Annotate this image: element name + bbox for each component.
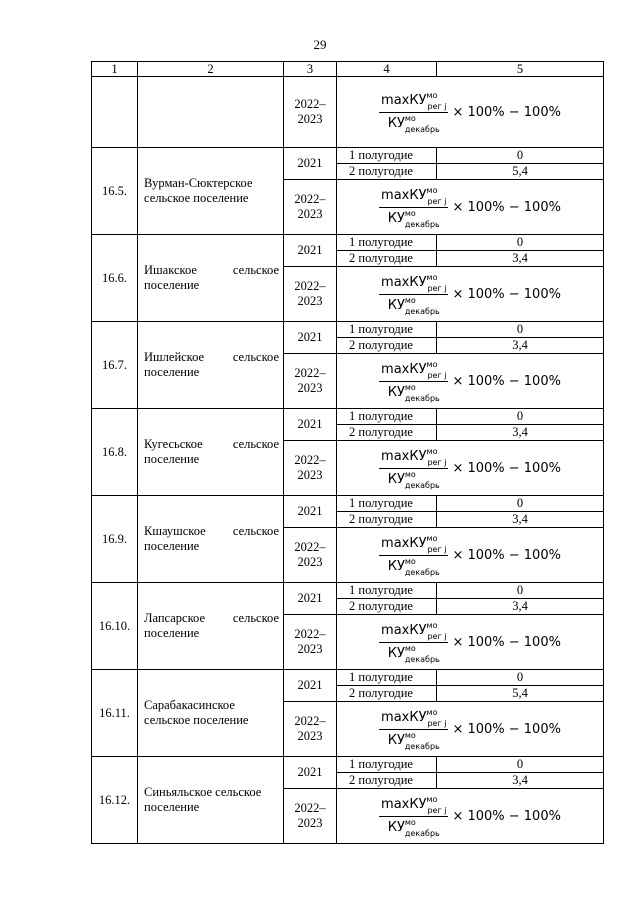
formula-tail: × 100% − 100% bbox=[452, 373, 561, 389]
numerator-superscript: мо bbox=[426, 185, 438, 195]
year-cell: 2021 bbox=[284, 496, 337, 528]
numerator-main: maxКУ bbox=[381, 361, 427, 377]
formula-tail: × 100% − 100% bbox=[452, 721, 561, 737]
half-year-label: 1 полугодие bbox=[337, 409, 437, 425]
numerator-subscript: рег j bbox=[427, 805, 447, 815]
value-cell: 0 bbox=[437, 670, 604, 686]
fraction bbox=[379, 708, 448, 751]
half-year-label: 2 полугодие bbox=[337, 164, 437, 180]
denominator-subscript: декабрь bbox=[404, 306, 440, 316]
denominator-subscript: декабрь bbox=[404, 567, 440, 577]
half-year-label: 1 полугодие bbox=[337, 757, 437, 773]
denominator-superscript: мо bbox=[404, 643, 416, 653]
formula-cell bbox=[337, 180, 604, 235]
name-cell bbox=[138, 757, 284, 844]
tariff-formula bbox=[379, 621, 561, 664]
year-cell bbox=[284, 441, 337, 496]
header-row bbox=[92, 62, 604, 77]
tariff-formula bbox=[379, 534, 561, 577]
number-cell: 16.11. bbox=[92, 670, 138, 757]
continued-row bbox=[92, 77, 604, 148]
half-year-label: 2 полугодие bbox=[337, 425, 437, 441]
denominator-main: КУ bbox=[387, 297, 405, 313]
numerator-main: maxКУ bbox=[381, 92, 427, 108]
tariff-formula bbox=[379, 708, 561, 751]
fraction bbox=[379, 534, 448, 577]
table-row bbox=[92, 583, 604, 599]
year-range: 2022– 2023 bbox=[294, 714, 326, 743]
value-cell: 3,4 bbox=[437, 512, 604, 528]
denominator-main: КУ bbox=[387, 210, 405, 226]
formula-cell bbox=[337, 267, 604, 322]
number-cell: 16.7. bbox=[92, 322, 138, 409]
denominator-superscript: мо bbox=[404, 556, 416, 566]
year-cell: 2021 bbox=[284, 757, 337, 789]
denominator-subscript: декабрь bbox=[404, 480, 440, 490]
year-cell: 2021 bbox=[284, 235, 337, 267]
fraction-numerator bbox=[379, 621, 448, 643]
tariff-formula bbox=[379, 447, 561, 490]
numerator-main: maxКУ bbox=[381, 448, 427, 464]
fraction-numerator bbox=[379, 795, 448, 817]
numerator-superscript: мо bbox=[426, 620, 438, 630]
settlement-name: Кшаушское сельское поселение bbox=[144, 524, 279, 553]
page-number: 29 bbox=[313, 37, 327, 52]
half-year-label: 1 полугодие bbox=[337, 583, 437, 599]
year-cell bbox=[284, 702, 337, 757]
fraction-denominator bbox=[386, 113, 442, 134]
half-year-label: 2 полугодие bbox=[337, 512, 437, 528]
fraction bbox=[379, 795, 448, 838]
half-year-label: 2 полугодие bbox=[337, 773, 437, 789]
tariff-formula bbox=[379, 186, 561, 229]
fraction-denominator bbox=[386, 817, 442, 838]
year-cell bbox=[284, 180, 337, 235]
denominator-subscript: декабрь bbox=[404, 654, 440, 664]
name-cell bbox=[138, 496, 284, 583]
denominator-main: КУ bbox=[387, 471, 405, 487]
settlement-name: Кугесьское сельское поселение bbox=[144, 437, 279, 466]
fraction-denominator bbox=[386, 643, 442, 664]
formula-cell bbox=[337, 615, 604, 670]
formula-cell bbox=[337, 789, 604, 844]
tariff-formula bbox=[379, 273, 561, 316]
name-cell bbox=[138, 583, 284, 670]
tariff-table bbox=[91, 61, 604, 844]
name-cell bbox=[138, 322, 284, 409]
year-cell: 2021 bbox=[284, 148, 337, 180]
number-cell: 16.6. bbox=[92, 235, 138, 322]
denominator-main: КУ bbox=[387, 558, 405, 574]
year-cell bbox=[284, 615, 337, 670]
fraction-numerator bbox=[379, 708, 448, 730]
number-cell: 16.5. bbox=[92, 148, 138, 235]
fraction bbox=[379, 91, 448, 134]
year-cell: 2021 bbox=[284, 322, 337, 354]
year-range: 2022– 2023 bbox=[294, 192, 326, 221]
formula-cell bbox=[337, 528, 604, 583]
formula-tail: × 100% − 100% bbox=[452, 460, 561, 476]
denominator-superscript: мо bbox=[404, 208, 416, 218]
fraction-numerator bbox=[379, 91, 448, 113]
denominator-main: КУ bbox=[387, 732, 405, 748]
numerator-subscript: рег j bbox=[427, 101, 447, 111]
half-year-label: 1 полугодие bbox=[337, 322, 437, 338]
denominator-subscript: декабрь bbox=[404, 828, 440, 838]
fraction-denominator bbox=[386, 730, 442, 751]
denominator-superscript: мо bbox=[404, 382, 416, 392]
year-cell: 2021 bbox=[284, 670, 337, 702]
half-year-label: 2 полугодие bbox=[337, 338, 437, 354]
name-cell bbox=[138, 409, 284, 496]
numerator-superscript: мо bbox=[426, 794, 438, 804]
name-cell bbox=[138, 235, 284, 322]
settlement-name: Ишакское сельское поселение bbox=[144, 263, 279, 292]
numerator-main: maxКУ bbox=[381, 187, 427, 203]
tariff-formula bbox=[379, 91, 561, 134]
formula-cell bbox=[337, 77, 604, 148]
formula-cell bbox=[337, 354, 604, 409]
half-year-label: 1 полугодие bbox=[337, 670, 437, 686]
denominator-subscript: декабрь bbox=[404, 124, 440, 134]
numerator-superscript: мо bbox=[426, 707, 438, 717]
year-range: 2022– 2023 bbox=[294, 366, 326, 395]
numerator-subscript: рег j bbox=[427, 631, 447, 641]
numerator-superscript: мо bbox=[426, 446, 438, 456]
header-cell: 1 bbox=[92, 62, 138, 77]
half-year-label: 1 полугодие bbox=[337, 148, 437, 164]
denominator-superscript: мо bbox=[404, 730, 416, 740]
settlement-name: Лапсарское сельское поселение bbox=[144, 611, 279, 640]
denominator-superscript: мо bbox=[404, 295, 416, 305]
numerator-superscript: мо bbox=[426, 359, 438, 369]
fraction-numerator bbox=[379, 534, 448, 556]
formula-tail: × 100% − 100% bbox=[452, 104, 561, 120]
tariff-formula bbox=[379, 795, 561, 838]
year-range: 2022– 2023 bbox=[294, 627, 326, 656]
numerator-subscript: рег j bbox=[427, 457, 447, 467]
half-year-label: 1 полугодие bbox=[337, 235, 437, 251]
value-cell: 0 bbox=[437, 322, 604, 338]
settlement-name: Синьяльское сельское поселение bbox=[144, 785, 262, 814]
numerator-main: maxКУ bbox=[381, 535, 427, 551]
value-cell: 3,4 bbox=[437, 338, 604, 354]
value-cell: 3,4 bbox=[437, 773, 604, 789]
formula-tail: × 100% − 100% bbox=[452, 286, 561, 302]
number-cell: 16.8. bbox=[92, 409, 138, 496]
value-cell: 5,4 bbox=[437, 686, 604, 702]
value-cell: 0 bbox=[437, 409, 604, 425]
denominator-main: КУ bbox=[387, 819, 405, 835]
value-cell: 3,4 bbox=[437, 599, 604, 615]
year-range: 2022– 2023 bbox=[294, 279, 326, 308]
year-range: 2022– 2023 bbox=[294, 453, 326, 482]
half-year-label: 2 полугодие bbox=[337, 686, 437, 702]
fraction bbox=[379, 186, 448, 229]
settlement-name: Вурман-Сюктерское сельское поселение bbox=[144, 176, 253, 205]
formula bbox=[379, 90, 561, 134]
numerator-subscript: рег j bbox=[427, 196, 447, 206]
number-cell: 16.12. bbox=[92, 757, 138, 844]
numerator-subscript: рег j bbox=[427, 283, 447, 293]
fraction-numerator bbox=[379, 447, 448, 469]
fraction-denominator bbox=[386, 295, 442, 316]
formula-tail: × 100% − 100% bbox=[452, 199, 561, 215]
number-cell: 16.9. bbox=[92, 496, 138, 583]
value-cell: 0 bbox=[437, 148, 604, 164]
numerator-main: maxКУ bbox=[381, 709, 427, 725]
half-year-label: 2 полугодие bbox=[337, 251, 437, 267]
fraction bbox=[379, 447, 448, 490]
table-row bbox=[92, 670, 604, 686]
denominator-subscript: декабрь bbox=[404, 741, 440, 751]
numerator-superscript: мо bbox=[426, 272, 438, 282]
half-year-label: 1 полугодие bbox=[337, 496, 437, 512]
header-cell: 2 bbox=[138, 62, 284, 77]
numerator-subscript: рег j bbox=[427, 718, 447, 728]
numerator-main: maxКУ bbox=[381, 796, 427, 812]
table-row bbox=[92, 235, 604, 251]
denominator-subscript: декабрь bbox=[404, 219, 440, 229]
denominator-superscript: мо bbox=[404, 817, 416, 827]
value-cell: 0 bbox=[437, 235, 604, 251]
denominator-main: КУ bbox=[387, 645, 405, 661]
fraction-denominator bbox=[386, 382, 442, 403]
year-cell: 2021 bbox=[284, 583, 337, 615]
number-cell: 16.10. bbox=[92, 583, 138, 670]
numerator-superscript: мо bbox=[426, 90, 438, 100]
table-row bbox=[92, 757, 604, 773]
formula-tail: × 100% − 100% bbox=[452, 547, 561, 563]
tariff-formula bbox=[379, 360, 561, 403]
year-cell bbox=[284, 354, 337, 409]
year-range: 2022– 2023 bbox=[294, 801, 326, 830]
numerator-subscript: рег j bbox=[427, 370, 447, 380]
fraction-denominator bbox=[386, 208, 442, 229]
value-cell: 3,4 bbox=[437, 425, 604, 441]
denominator-superscript: мо bbox=[404, 469, 416, 479]
header-cell: 3 bbox=[284, 62, 337, 77]
fraction-denominator bbox=[386, 556, 442, 577]
table-row bbox=[92, 409, 604, 425]
formula-cell bbox=[337, 702, 604, 757]
numerator-superscript: мо bbox=[426, 533, 438, 543]
name-cell bbox=[138, 77, 284, 148]
fraction bbox=[379, 273, 448, 316]
year-cell bbox=[284, 789, 337, 844]
denominator-superscript: мо bbox=[404, 113, 416, 123]
year-range: 2022– 2023 bbox=[294, 540, 326, 569]
settlement-name: Ишлейское сельское поселение bbox=[144, 350, 279, 379]
value-cell: 0 bbox=[437, 757, 604, 773]
denominator-main: КУ bbox=[387, 384, 405, 400]
fraction bbox=[379, 621, 448, 664]
numerator-subscript: рег j bbox=[427, 544, 447, 554]
fraction-numerator bbox=[379, 186, 448, 208]
number-cell bbox=[92, 77, 138, 148]
header-cell: 4 bbox=[337, 62, 437, 77]
fraction-numerator bbox=[379, 360, 448, 382]
fraction-denominator bbox=[386, 469, 442, 490]
value-cell: 0 bbox=[437, 496, 604, 512]
denominator-subscript: декабрь bbox=[404, 393, 440, 403]
half-year-label: 2 полугодие bbox=[337, 599, 437, 615]
value-cell: 0 bbox=[437, 583, 604, 599]
year-cell: 2021 bbox=[284, 409, 337, 441]
year-range: 2022– 2023 bbox=[294, 97, 326, 126]
table-row bbox=[92, 148, 604, 164]
settlement-name: Сарабакасинское сельское поселение bbox=[144, 698, 249, 727]
name-cell bbox=[138, 148, 284, 235]
year-cell bbox=[284, 528, 337, 583]
name-cell bbox=[138, 670, 284, 757]
fraction-numerator bbox=[379, 273, 448, 295]
value-cell: 3,4 bbox=[437, 251, 604, 267]
fraction bbox=[379, 360, 448, 403]
denominator-main: КУ bbox=[387, 115, 405, 131]
year-cell bbox=[284, 77, 337, 148]
formula-cell bbox=[337, 441, 604, 496]
value-cell: 5,4 bbox=[437, 164, 604, 180]
formula-tail: × 100% − 100% bbox=[452, 808, 561, 824]
table-row bbox=[92, 496, 604, 512]
numerator-main: maxКУ bbox=[381, 622, 427, 638]
table-row bbox=[92, 322, 604, 338]
numerator-main: maxКУ bbox=[381, 274, 427, 290]
year-cell bbox=[284, 267, 337, 322]
header-cell: 5 bbox=[437, 62, 604, 77]
formula-tail: × 100% − 100% bbox=[452, 634, 561, 650]
